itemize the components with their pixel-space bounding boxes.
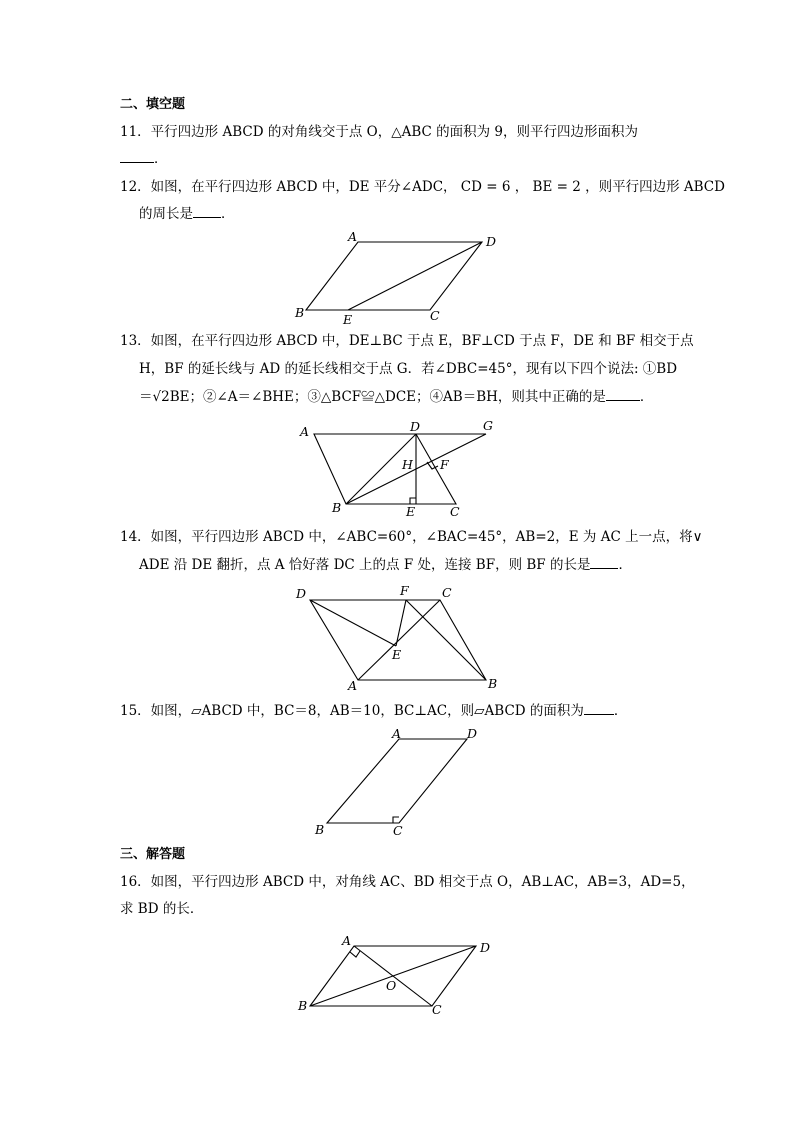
q16-diagonal-bd: [310, 946, 476, 1006]
q13-line1: 13．如图，在平行四边形 ABCD 中，DE⊥BC 于点 E，BF⊥CD 于点 F，DE 和 BF 相交于点: [120, 333, 694, 349]
q13-label-h: H: [402, 457, 413, 472]
q14-end: ．: [618, 557, 632, 573]
q13-line3-b: BE；②∠A＝∠BHE；③△BCF≌△DCE；④AB＝BH，则其中正确的是: [169, 389, 606, 405]
q13-label-e: E: [406, 504, 416, 519]
q11-answer-blank[interactable]: [120, 150, 154, 163]
q16-right-angle-a: [350, 951, 360, 957]
q15-line1: [120, 702, 627, 720]
q13-figure: [290, 414, 510, 520]
q13-parallelogram: [314, 434, 456, 504]
q13-line3: [139, 388, 653, 406]
q12-line2-text: 的周长是: [139, 206, 193, 222]
q16-label-o: O: [386, 978, 397, 993]
q14-answer-blank[interactable]: [590, 556, 618, 569]
q15-answer-blank[interactable]: [584, 702, 614, 715]
q15-parallelogram: [327, 739, 467, 823]
q15-end: ．: [613, 703, 628, 719]
q14-line2-text: ADE 沿 DE 翻折，点 A 恰好落 DC 上的点 F 处，连接 BF，则 BF 的长是: [139, 557, 591, 573]
q16-label-b: B: [298, 998, 308, 1013]
q12-answer-blank[interactable]: [193, 205, 221, 218]
q12-label-d: D: [486, 234, 497, 249]
q12-segment-de: [348, 242, 482, 310]
q12-line2: [139, 205, 235, 223]
q14-label-e: E: [392, 647, 402, 662]
q13-answer-blank[interactable]: [606, 388, 640, 401]
q16-label-a: A: [342, 933, 352, 948]
q14-figure: [290, 582, 510, 694]
q12-label-a: A: [348, 229, 358, 244]
q12-label-b: B: [295, 305, 305, 320]
q14-diagonal-ac: [358, 600, 440, 680]
q14-parallelogram: [310, 600, 486, 680]
q16-line2: 求 BD 的长．: [120, 901, 204, 917]
q12-figure: [290, 228, 510, 328]
q13-line2: H，BF 的延长线与 AD 的延长线相交于点 G．若∠DBC=45°，现有以下四个说法: ①BD: [139, 361, 678, 377]
q14-segment-de: [310, 600, 396, 646]
q16-figure: [290, 930, 510, 1020]
q12-line1: 12．如图，在平行四边形 ABCD 中，DE 平分∠ADC， CD = 6 ， BE = 2 ，则平行四边形 ABCD: [120, 179, 725, 195]
q13-sqrt2: √2: [152, 389, 170, 405]
q14-line2: [139, 556, 632, 574]
q12-end: ．: [221, 206, 235, 222]
q13-label-a: A: [300, 424, 310, 439]
q15-figure: [305, 725, 495, 840]
q15-label-d: D: [467, 726, 478, 741]
q12-parallelogram: [306, 242, 482, 310]
q13-label-d: D: [410, 419, 421, 434]
q14-label-f: F: [400, 583, 409, 598]
section-answer-heading: 三、解答题: [120, 847, 186, 862]
q12-label-c: C: [430, 308, 440, 323]
q14-label-c: C: [442, 585, 452, 600]
q15-label-c: C: [393, 823, 403, 838]
q14-label-d: D: [296, 586, 307, 601]
q14-segment-ef: [396, 600, 406, 646]
q14-label-b: B: [488, 676, 498, 691]
q11-line1: 11．平行四边形 ABCD 的对角线交于点 O，△ABC 的面积为 9，则平行四边形面积为: [120, 124, 638, 140]
q16-label-d: D: [480, 940, 491, 955]
q11-end: ．: [154, 151, 168, 167]
q11-line2: [120, 150, 168, 168]
q14-segment-bf: [406, 600, 486, 680]
q15-label-a: A: [392, 726, 402, 741]
q12-label-e: E: [343, 312, 353, 327]
q13-line3-a: ＝: [139, 389, 153, 405]
q16-line1: 16．如图，平行四边形 ABCD 中，对角线 AC、BD 相交于点 O，AB⊥AC，AB=3，AD=5，: [120, 874, 695, 890]
q15-label-b: B: [315, 822, 325, 837]
section-fill-in-heading: 二、填空题: [120, 97, 186, 112]
q13-label-c: C: [450, 504, 460, 519]
q14-label-a: A: [348, 678, 358, 693]
q15-line1-text: 15．如图，▱ABCD 中，BC＝8，AB＝10，BC⊥AC，则▱ABCD 的面积为: [120, 703, 584, 719]
q13-label-b: B: [332, 500, 342, 515]
q13-label-g: G: [483, 418, 493, 433]
q13-label-f: F: [440, 457, 449, 472]
q14-line1: 14．如图，平行四边形 ABCD 中，∠ABC=60°，∠BAC=45°，AB=2，E 为 AC 上一点，将∨: [120, 529, 703, 545]
q13-end: ．: [639, 389, 654, 405]
q16-label-c: C: [432, 1002, 442, 1017]
